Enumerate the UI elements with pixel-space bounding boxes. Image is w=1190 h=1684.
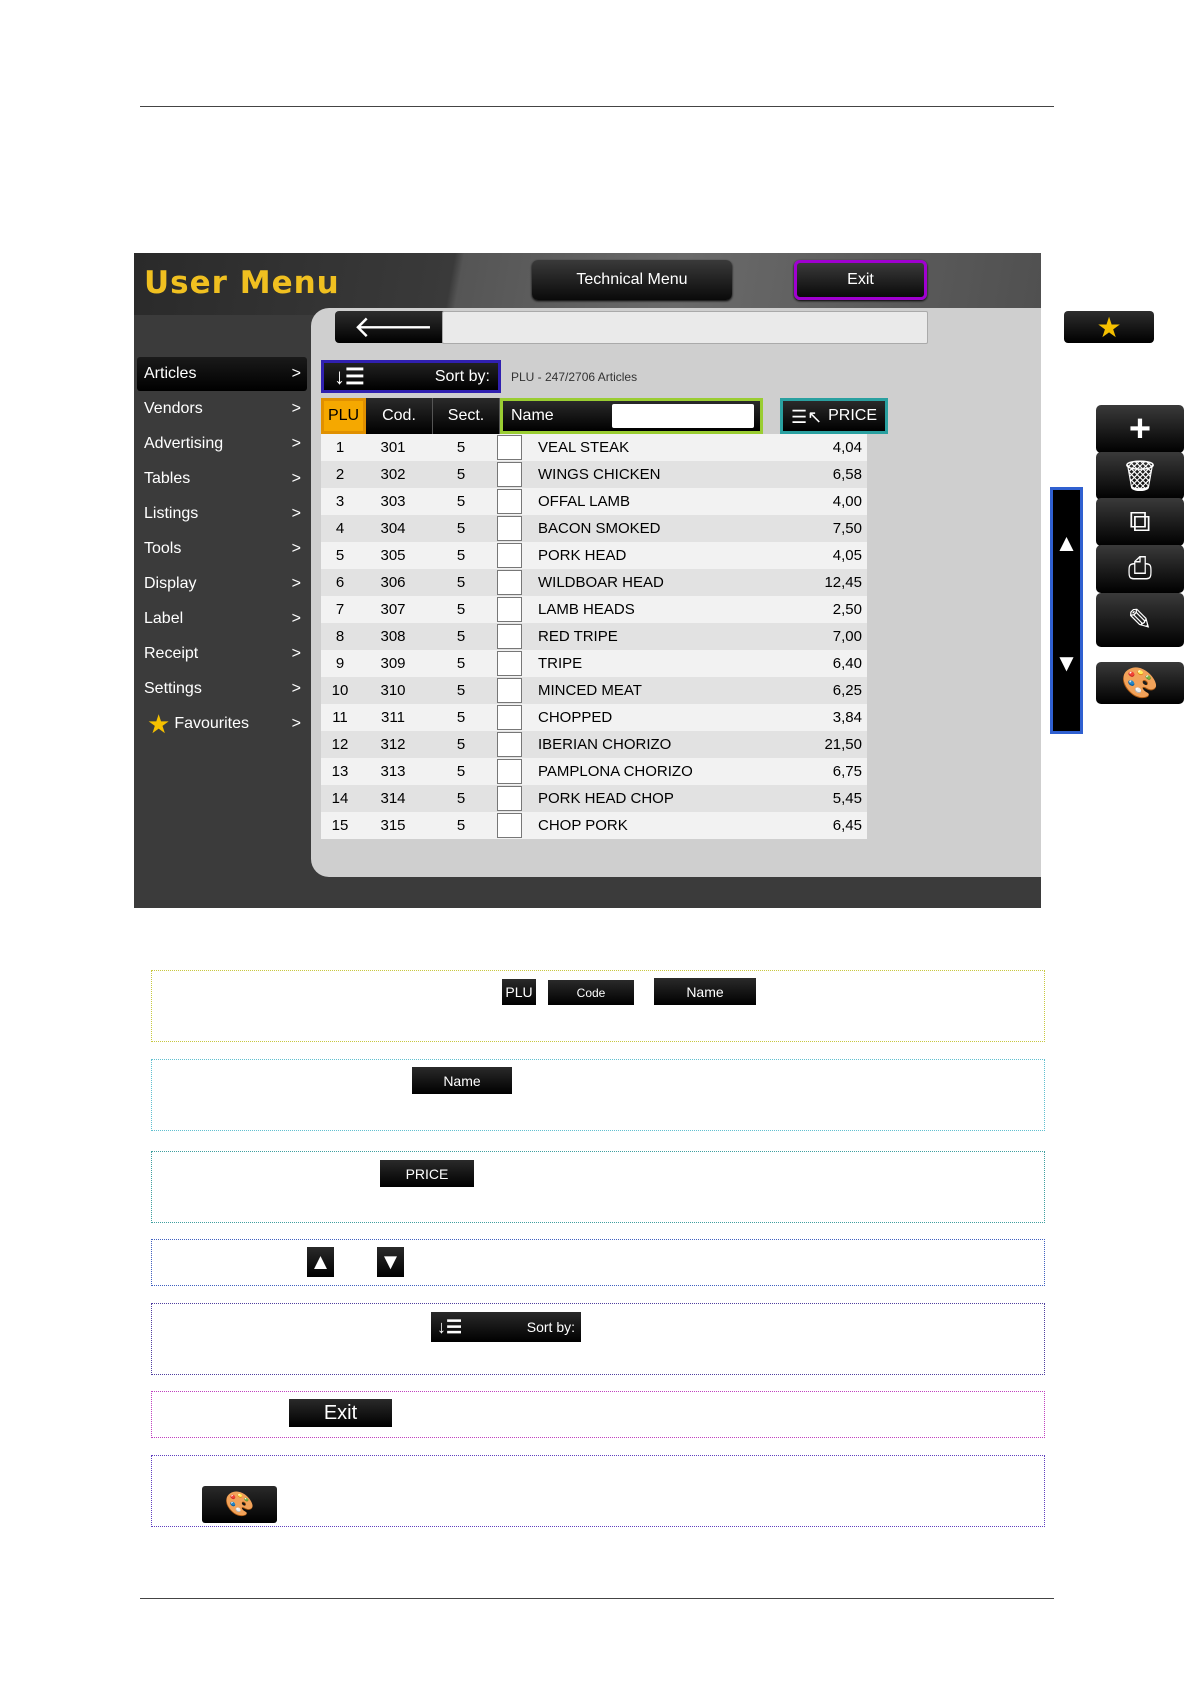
row-checkbox[interactable] bbox=[497, 489, 522, 514]
column-header-name-label: Name bbox=[511, 407, 554, 424]
cell-sect: 5 bbox=[456, 574, 466, 591]
cell-checkbox bbox=[495, 678, 524, 703]
legend-name-button: Name bbox=[654, 978, 756, 1005]
sidebar-item-vendors[interactable] bbox=[137, 392, 307, 426]
cell-cod: 304 bbox=[380, 520, 406, 537]
cell-cod: 301 bbox=[380, 439, 406, 456]
printer-icon: ⎙ bbox=[1128, 552, 1152, 585]
cell-cod: 312 bbox=[380, 736, 406, 753]
sort-by-label: Sort by: bbox=[434, 367, 490, 385]
star-icon: ★ bbox=[1096, 311, 1122, 343]
cell-plu: 12 bbox=[331, 736, 349, 753]
cell-name: RED TRIPE bbox=[538, 628, 618, 645]
legend-price-button: PRICE bbox=[380, 1160, 474, 1187]
sidebar-item-advertising[interactable] bbox=[137, 427, 307, 461]
legend-box-sort bbox=[151, 1303, 1045, 1375]
column-header-plu[interactable]: PLU bbox=[321, 398, 366, 434]
cell-price: 7,50 bbox=[832, 520, 862, 537]
chevron-right-icon: > bbox=[291, 715, 301, 732]
articles-panel bbox=[311, 308, 1160, 877]
cell-name: MINCED MEAT bbox=[538, 682, 642, 699]
scroll-down-icon: ▼ bbox=[377, 1247, 404, 1277]
row-checkbox[interactable] bbox=[497, 462, 522, 487]
cell-plu: 15 bbox=[331, 817, 349, 834]
legend-box-columns bbox=[151, 970, 1045, 1042]
sidebar-item-receipt[interactable] bbox=[137, 637, 307, 671]
table-header bbox=[321, 398, 888, 434]
delete-button[interactable] bbox=[1096, 452, 1184, 500]
cell-name: LAMB HEADS bbox=[538, 601, 635, 618]
cell-price: 5,45 bbox=[832, 790, 862, 807]
cell-name: PORK HEAD CHOP bbox=[538, 790, 674, 807]
sidebar-item-label-menu[interactable] bbox=[137, 602, 307, 636]
sidebar-item-articles[interactable] bbox=[137, 357, 307, 391]
cell-name: WINGS CHICKEN bbox=[538, 466, 661, 483]
cell-cod: 303 bbox=[380, 493, 406, 510]
cell-plu: 1 bbox=[335, 439, 345, 456]
trash-icon: 🗑 bbox=[1120, 459, 1160, 493]
chevron-right-icon: > bbox=[291, 610, 301, 627]
table-row[interactable] bbox=[321, 731, 867, 758]
sidebar-item-label: Display bbox=[144, 575, 197, 592]
sidebar-item-tables[interactable] bbox=[137, 462, 307, 496]
cell-name: IBERIAN CHORIZO bbox=[538, 736, 672, 753]
cell-cod: 302 bbox=[380, 466, 406, 483]
edit-button[interactable] bbox=[1096, 593, 1184, 647]
cell-price: 7,00 bbox=[832, 628, 862, 645]
cell-plu: 7 bbox=[335, 601, 345, 618]
legend-box-scroll bbox=[151, 1239, 1045, 1286]
cell-checkbox bbox=[495, 813, 524, 838]
cell-checkbox bbox=[495, 759, 524, 784]
row-checkbox[interactable] bbox=[497, 678, 522, 703]
cell-plu: 6 bbox=[335, 574, 345, 591]
column-header-sect[interactable]: Sect. bbox=[433, 398, 500, 434]
row-checkbox[interactable] bbox=[497, 516, 522, 541]
table-row[interactable] bbox=[321, 515, 867, 542]
row-checkbox[interactable] bbox=[497, 597, 522, 622]
cell-sect: 5 bbox=[456, 763, 466, 780]
cell-plu: 14 bbox=[331, 790, 349, 807]
cell-sect: 5 bbox=[456, 520, 466, 537]
sort-icon: ↓☰ bbox=[437, 1316, 463, 1337]
back-button[interactable] bbox=[335, 311, 452, 343]
row-checkbox[interactable] bbox=[497, 624, 522, 649]
table-row[interactable] bbox=[321, 677, 867, 704]
legend-box-name bbox=[151, 1059, 1045, 1131]
cell-sect: 5 bbox=[456, 655, 466, 672]
column-header-price-label: PRICE bbox=[828, 407, 877, 424]
cell-price: 3,84 bbox=[832, 709, 862, 726]
cell-plu: 10 bbox=[331, 682, 349, 699]
technical-menu-button[interactable]: Technical Menu bbox=[532, 260, 732, 300]
palette-icon: 🎨 bbox=[202, 1486, 277, 1523]
cell-sect: 5 bbox=[456, 493, 466, 510]
row-checkbox[interactable] bbox=[497, 813, 522, 838]
sidebar-item-listings[interactable] bbox=[137, 497, 307, 531]
cell-checkbox bbox=[495, 705, 524, 730]
cell-name: WILDBOAR HEAD bbox=[538, 574, 664, 591]
cell-name: OFFAL LAMB bbox=[538, 493, 630, 510]
row-checkbox[interactable] bbox=[497, 651, 522, 676]
table-row[interactable] bbox=[321, 569, 867, 596]
cell-cod: 307 bbox=[380, 601, 406, 618]
cell-price: 6,45 bbox=[832, 817, 862, 834]
print-button[interactable] bbox=[1096, 545, 1184, 593]
table-row[interactable] bbox=[321, 542, 867, 569]
cell-price: 6,58 bbox=[832, 466, 862, 483]
sidebar-item-label: Favourites bbox=[174, 715, 250, 732]
cell-sect: 5 bbox=[456, 439, 466, 456]
cell-sect: 5 bbox=[456, 547, 466, 564]
table-row[interactable] bbox=[321, 704, 867, 731]
chevron-right-icon: > bbox=[291, 365, 301, 382]
legend-sort-button bbox=[431, 1312, 581, 1342]
articles-table-body bbox=[321, 434, 867, 839]
legend-sort-label: Sort by: bbox=[526, 1319, 575, 1335]
favourite-button[interactable] bbox=[1064, 311, 1154, 343]
column-header-name[interactable] bbox=[500, 398, 763, 434]
chevron-right-icon: > bbox=[291, 505, 301, 522]
select-cursor-icon: ☰↖ bbox=[791, 407, 823, 427]
article-count: PLU - 247/2706 Articles bbox=[511, 370, 638, 384]
cell-price: 4,04 bbox=[832, 439, 862, 456]
brand-title: User Menu bbox=[144, 265, 340, 301]
table-row[interactable] bbox=[321, 488, 867, 515]
cell-price: 21,50 bbox=[824, 736, 862, 753]
sort-by-button[interactable] bbox=[321, 360, 501, 393]
cell-cod: 315 bbox=[380, 817, 406, 834]
sidebar-item-settings[interactable] bbox=[137, 672, 307, 706]
cell-sect: 5 bbox=[456, 736, 466, 753]
arrow-left-icon: 🡐 bbox=[353, 311, 434, 344]
sidebar-item-label: Label bbox=[144, 610, 184, 627]
row-checkbox[interactable] bbox=[497, 786, 522, 811]
chevron-right-icon: > bbox=[291, 435, 301, 452]
sidebar-item-display[interactable] bbox=[137, 567, 307, 601]
cell-cod: 308 bbox=[380, 628, 406, 645]
chevron-right-icon: > bbox=[291, 680, 301, 697]
user-menu-screenshot bbox=[134, 253, 1160, 908]
cell-plu: 3 bbox=[335, 493, 345, 510]
exit-button[interactable]: Exit bbox=[794, 260, 927, 300]
sidebar-item-label: Listings bbox=[144, 505, 199, 522]
cell-sect: 5 bbox=[456, 682, 466, 699]
legend-code-button: Code bbox=[548, 980, 634, 1005]
sort-icon: ↓☰ bbox=[334, 363, 365, 389]
cell-checkbox bbox=[495, 786, 524, 811]
copy-button[interactable] bbox=[1096, 498, 1184, 546]
cell-name: CHOPPED bbox=[538, 709, 613, 726]
legend-box-palette bbox=[151, 1455, 1045, 1527]
cell-cod: 306 bbox=[380, 574, 406, 591]
sidebar-item-label: Tools bbox=[144, 540, 182, 557]
header-rule bbox=[140, 106, 1054, 107]
cell-checkbox bbox=[495, 435, 524, 460]
add-button[interactable] bbox=[1096, 405, 1184, 453]
cell-sect: 5 bbox=[456, 601, 466, 618]
cell-price: 6,75 bbox=[832, 763, 862, 780]
cell-price: 2,50 bbox=[832, 601, 862, 618]
column-header-cod[interactable]: Cod. bbox=[366, 398, 433, 434]
footer-rule bbox=[140, 1598, 1054, 1599]
cell-plu: 2 bbox=[335, 466, 345, 483]
cell-cod: 309 bbox=[380, 655, 406, 672]
sidebar-item-label: Vendors bbox=[144, 400, 203, 417]
cell-plu: 8 bbox=[335, 628, 345, 645]
sidebar-item-label: Receipt bbox=[144, 645, 199, 662]
table-row[interactable] bbox=[321, 812, 867, 839]
row-checkbox[interactable] bbox=[497, 570, 522, 595]
palette-button[interactable] bbox=[1096, 662, 1184, 704]
cell-name: PAMPLONA CHORIZO bbox=[538, 763, 693, 780]
legend-exit-button: Exit bbox=[289, 1399, 392, 1427]
cell-plu: 13 bbox=[331, 763, 349, 780]
cell-sect: 5 bbox=[456, 709, 466, 726]
cell-plu: 5 bbox=[335, 547, 345, 564]
cell-plu: 4 bbox=[335, 520, 345, 537]
chevron-right-icon: > bbox=[291, 645, 301, 662]
cell-name: TRIPE bbox=[538, 655, 583, 672]
cell-checkbox bbox=[495, 462, 524, 487]
scrollbar[interactable] bbox=[1050, 487, 1083, 734]
cell-price: 4,00 bbox=[832, 493, 862, 510]
row-checkbox[interactable] bbox=[497, 543, 522, 568]
cell-cod: 313 bbox=[380, 763, 406, 780]
cell-checkbox bbox=[495, 732, 524, 757]
table-row[interactable] bbox=[321, 785, 867, 812]
cell-price: 6,40 bbox=[832, 655, 862, 672]
pencil-icon: ✎ bbox=[1127, 603, 1153, 637]
legend-name-button: Name bbox=[412, 1067, 512, 1094]
legend-box-exit bbox=[151, 1391, 1045, 1438]
cell-sect: 5 bbox=[456, 817, 466, 834]
cell-checkbox bbox=[495, 651, 524, 676]
name-filter-input[interactable] bbox=[612, 404, 754, 428]
copy-icon: ⧉ bbox=[1129, 505, 1151, 538]
table-row[interactable] bbox=[321, 623, 867, 650]
cell-plu: 11 bbox=[332, 709, 348, 726]
sidebar-item-label: Advertising bbox=[144, 435, 224, 452]
cell-price: 6,25 bbox=[832, 682, 862, 699]
chevron-right-icon: > bbox=[291, 540, 301, 557]
sidebar-item-label: Tables bbox=[144, 470, 191, 487]
scroll-up-icon[interactable]: ▲ bbox=[1054, 530, 1079, 557]
cell-checkbox bbox=[495, 624, 524, 649]
table-row[interactable] bbox=[321, 650, 867, 677]
scroll-up-icon: ▲ bbox=[307, 1247, 334, 1277]
sidebar-item-label: Articles bbox=[144, 365, 197, 382]
cell-checkbox bbox=[495, 597, 524, 622]
cell-sect: 5 bbox=[456, 466, 466, 483]
sidebar-item-favourites[interactable] bbox=[137, 707, 307, 741]
row-checkbox[interactable] bbox=[497, 435, 522, 460]
cell-name: BACON SMOKED bbox=[538, 520, 661, 537]
cell-sect: 5 bbox=[456, 628, 466, 645]
table-row[interactable] bbox=[321, 758, 867, 785]
row-checkbox[interactable] bbox=[497, 759, 522, 784]
cell-cod: 314 bbox=[380, 790, 406, 807]
star-icon: ★ bbox=[147, 709, 171, 739]
plus-icon: + bbox=[1128, 407, 1152, 450]
cell-plu: 9 bbox=[335, 655, 345, 672]
cell-price: 4,05 bbox=[832, 547, 862, 564]
cell-name: VEAL STEAK bbox=[538, 439, 630, 456]
cell-cod: 310 bbox=[380, 682, 406, 699]
sidebar-item-tools[interactable] bbox=[137, 532, 307, 566]
scroll-down-icon[interactable]: ▼ bbox=[1054, 650, 1079, 677]
chevron-right-icon: > bbox=[291, 400, 301, 417]
legend-plu-button: PLU bbox=[502, 979, 536, 1005]
table-row[interactable] bbox=[321, 596, 867, 623]
sidebar-item-label: Settings bbox=[144, 680, 202, 697]
table-row[interactable] bbox=[321, 434, 867, 461]
cell-cod: 305 bbox=[380, 547, 406, 564]
search-input[interactable] bbox=[442, 311, 928, 344]
cell-sect: 5 bbox=[456, 790, 466, 807]
cell-name: CHOP PORK bbox=[538, 817, 628, 834]
row-checkbox[interactable] bbox=[497, 732, 522, 757]
column-header-price[interactable] bbox=[780, 398, 888, 434]
cell-checkbox bbox=[495, 516, 524, 541]
palette-icon: 🎨 bbox=[1121, 666, 1159, 700]
chevron-right-icon: > bbox=[291, 575, 301, 592]
cell-name: PORK HEAD bbox=[538, 547, 627, 564]
cell-price: 12,45 bbox=[824, 574, 862, 591]
table-row[interactable] bbox=[321, 461, 867, 488]
cell-checkbox bbox=[495, 543, 524, 568]
cell-cod: 311 bbox=[381, 709, 405, 726]
legend-box-price bbox=[151, 1151, 1045, 1223]
cell-checkbox bbox=[495, 489, 524, 514]
row-checkbox[interactable] bbox=[497, 705, 522, 730]
cell-checkbox bbox=[495, 570, 524, 595]
chevron-right-icon: > bbox=[291, 470, 301, 487]
